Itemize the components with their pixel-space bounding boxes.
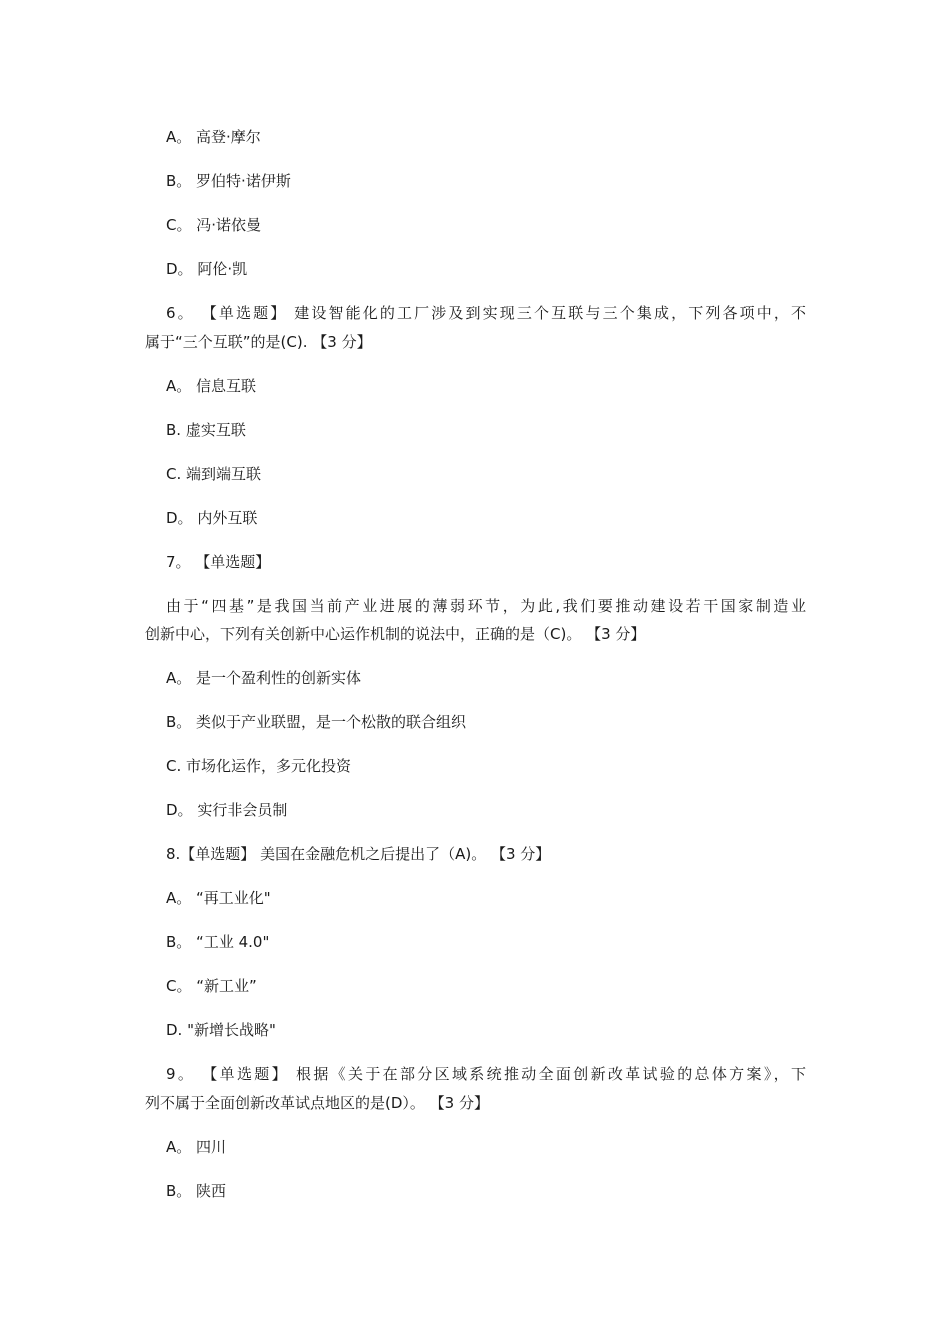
q6-option-a: A。 信息互联 [166, 377, 257, 395]
q9-option-a: A。 四川 [166, 1138, 227, 1156]
q8-option-a: A。 “再工业化" [166, 889, 271, 907]
q7-option-b: B。 类似于产业联盟，是一个松散的联合组织 [166, 713, 467, 731]
q5-option-c: C。 冯·诺依曼 [166, 216, 262, 234]
q6-option-b: B. 虚实互联 [166, 421, 246, 439]
q6-option-d: D。 内外互联 [166, 509, 258, 527]
q7-option-d: D。 实行非会员制 [166, 801, 288, 819]
q9-stem-line2: 列不属于全面创新改革试点地区的是(D）。 【3 分】 [145, 1094, 489, 1112]
q6-stem-line2: 属于“三个互联”的是(C). 【3 分】 [145, 333, 372, 351]
q9-option-b: B。 陕西 [166, 1182, 227, 1200]
q5-option-a: A。 高登·摩尔 [166, 128, 261, 146]
q8-option-c: C。 “新工业” [166, 977, 257, 995]
q5-option-b: B。 罗伯特·诺伊斯 [166, 172, 291, 190]
q7-option-a: A。 是一个盈利性的创新实体 [166, 669, 362, 687]
q8-stem: 8.【单选题】 美国在金融危机之后提出了（A)。 【3 分】 [166, 845, 551, 863]
q6-stem-line1: 6。 【单选题】 建设智能化的工厂涉及到实现三个互联与三个集成，下列各项中，不 [166, 304, 806, 322]
q7-stem-line2: 创新中心，下列有关创新中心运作机制的说法中，正确的是（C)。 【3 分】 [145, 625, 646, 643]
q8-option-d: D. "新增长战略" [166, 1021, 276, 1039]
q8-option-b: B。 “工业 4.0" [166, 933, 270, 951]
q6-option-c: C. 端到端互联 [166, 465, 262, 483]
q5-option-d: D。 阿伦·凯 [166, 260, 248, 278]
q7-stem-line1: 由于“四基”是我国当前产业进展的薄弱环节，为此,我们要推动建设若干国家制造业 [166, 597, 806, 615]
q7-header: 7。 【单选题】 [166, 553, 271, 571]
q7-option-c: C. 市场化运作，多元化投资 [166, 757, 352, 775]
q9-stem-line1: 9。 【单选题】 根据《关于在部分区域系统推动全面创新改革试验的总体方案》，下 [166, 1065, 806, 1083]
